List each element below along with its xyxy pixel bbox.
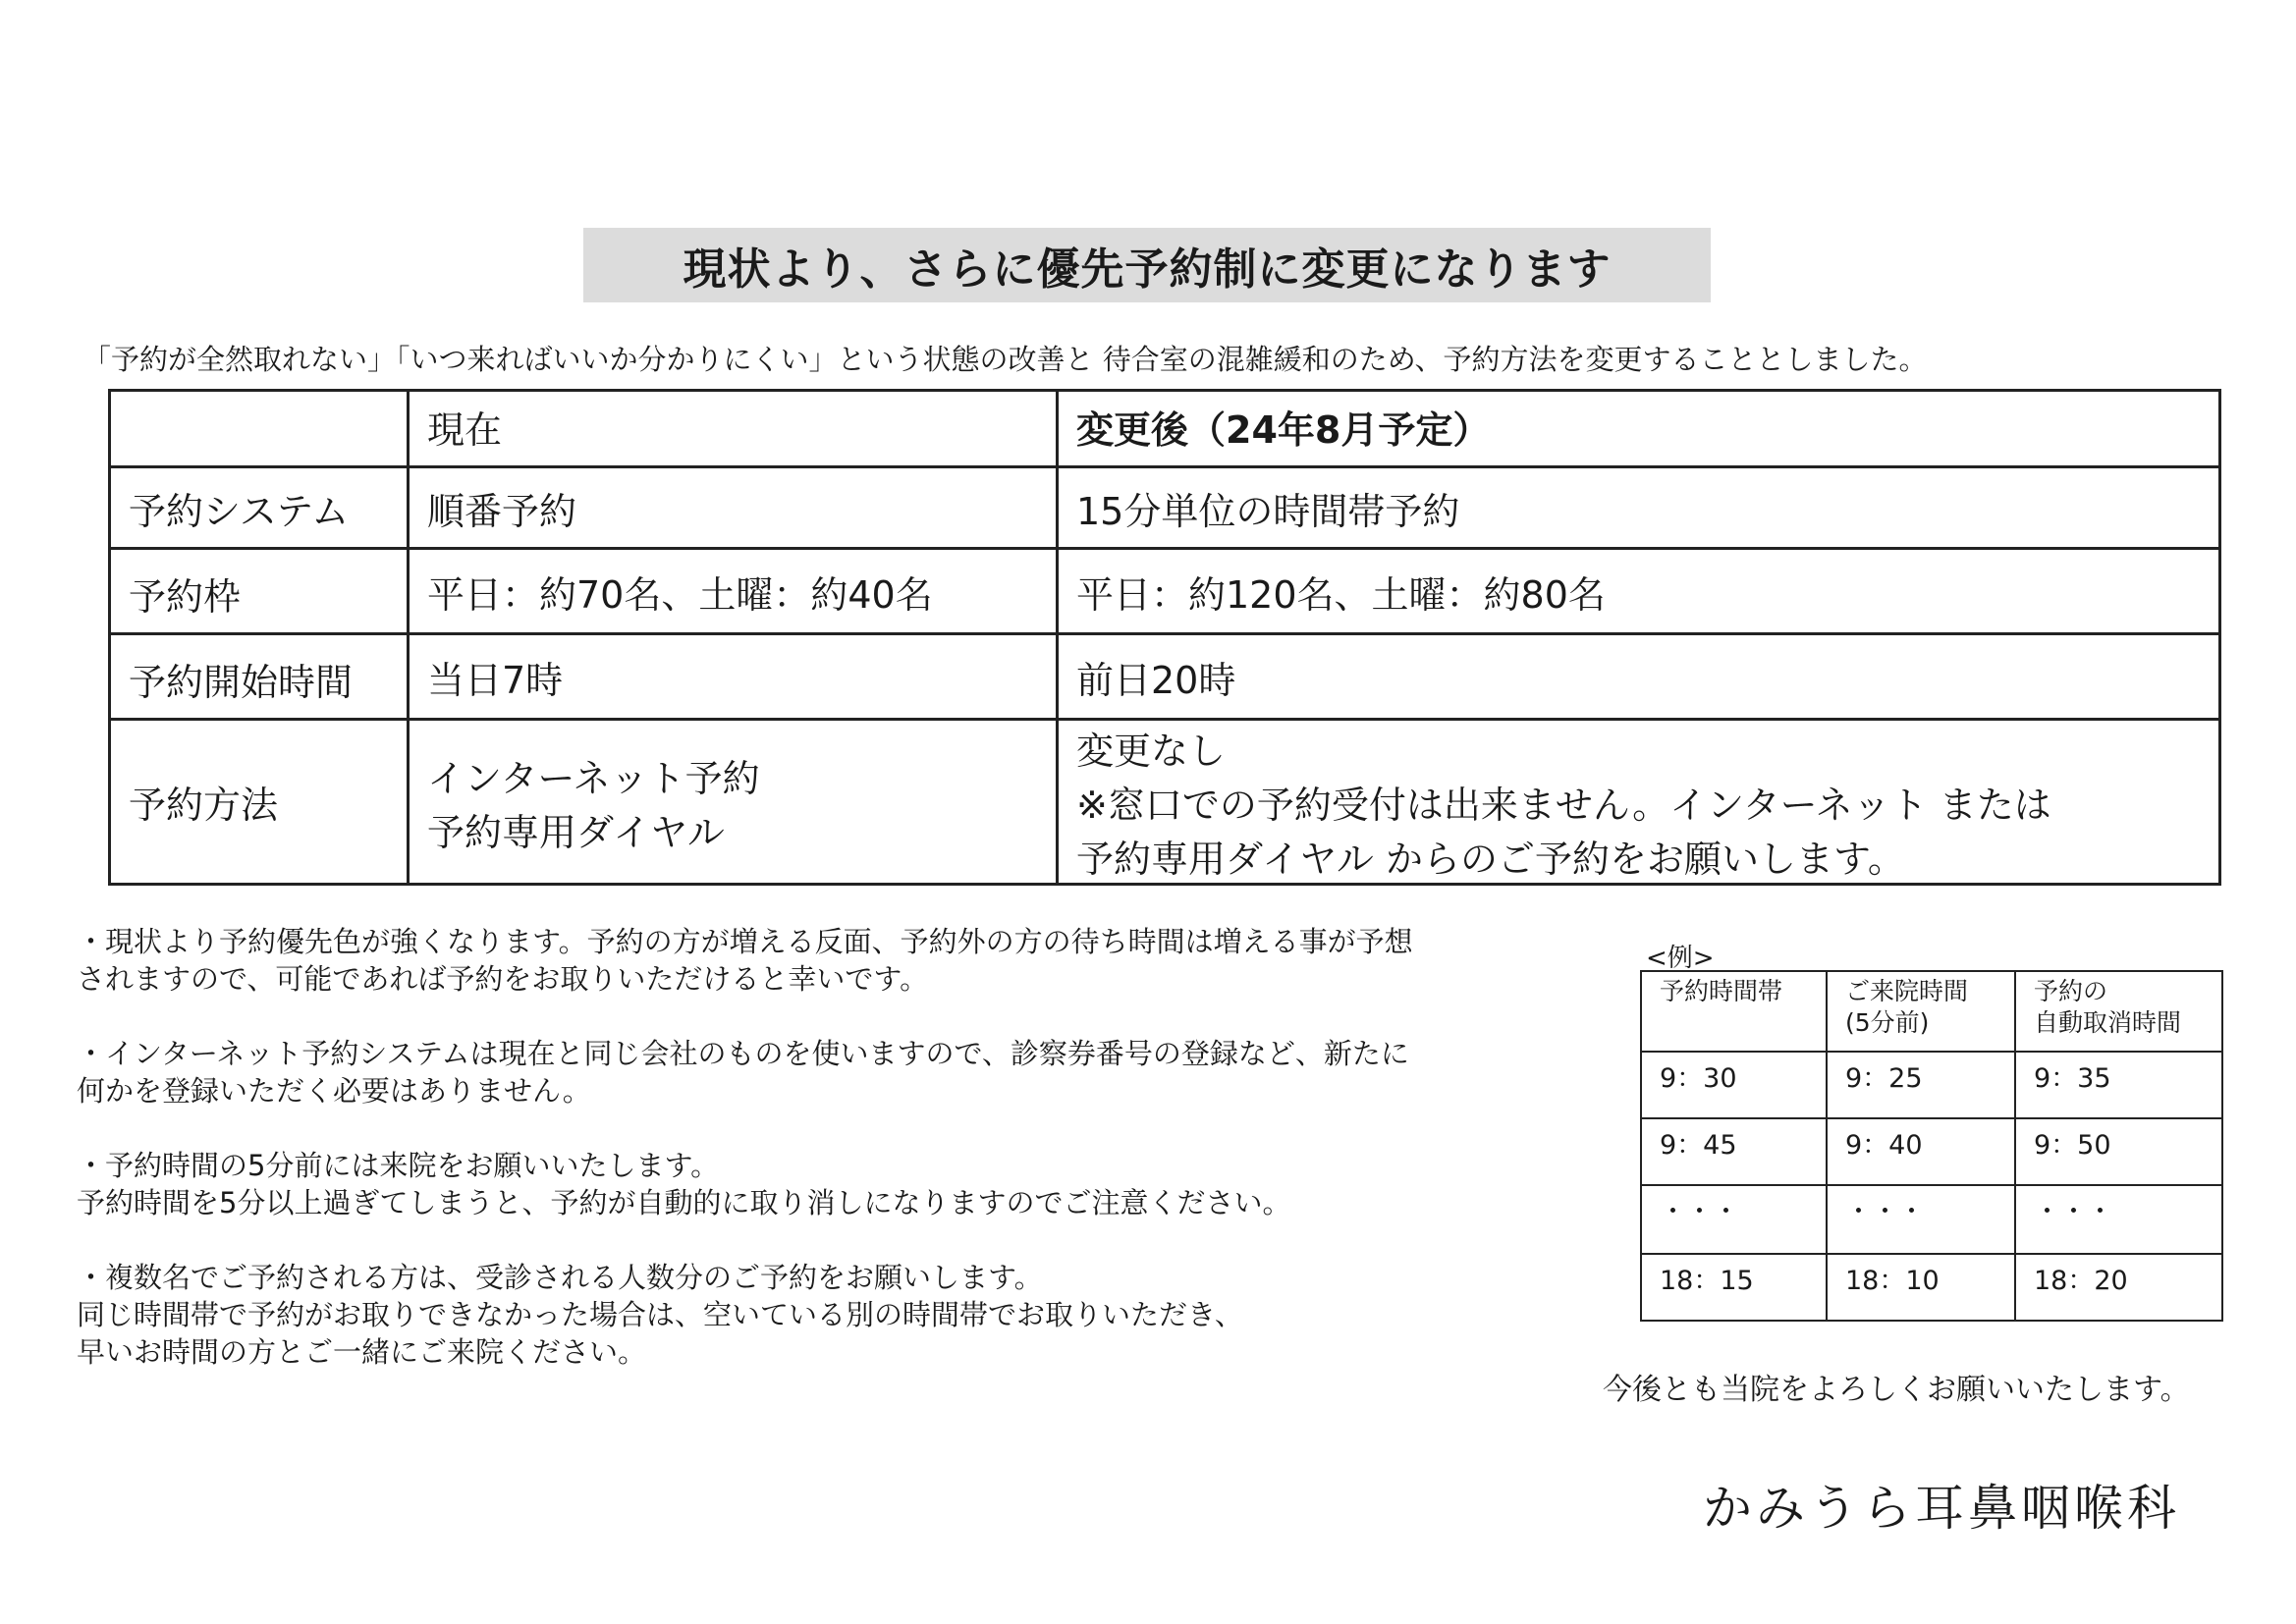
example-label: <例> (1646, 944, 1715, 973)
header-line: 予約時間帯 (1660, 977, 1783, 1005)
example-row (1641, 1118, 2222, 1185)
note-line: ・複数名でご予約される方は、受診される人数分のご予約をお願いします。 (77, 1261, 1043, 1294)
method-line: インターネット予約 (427, 756, 760, 800)
example-cell: 9：30 (1641, 1052, 1827, 1118)
note-item (77, 923, 1638, 998)
example-header-row (1641, 971, 2222, 1052)
example-cell: 18：20 (2015, 1254, 2222, 1321)
note-item (77, 1259, 1638, 1371)
intro-text: 「予約が全然取れない」「いつ来ればいいか分かりにくい」という状態の改善と 待合室の混雑緩和のため、予約方法を変更することとしました。 (82, 343, 1928, 376)
note-line: 早いお時間の方とご一緒にご来院ください。 (77, 1335, 647, 1369)
header-cell-current: 現在 (409, 391, 1058, 467)
table-row (110, 720, 2220, 885)
notes-section (77, 923, 1638, 1408)
note-line: ・インターネット予約システムは現在と同じ会社のものを使いますので、診察券番号の登録など、新たに (77, 1037, 1409, 1070)
after-cell: 15分単位の時間帯予約 (1058, 467, 2220, 549)
note-line: 予約時間を5分以上過ぎてしまうと、予約が自動的に取り消しになりますのでご注意ください。 (77, 1186, 1291, 1219)
header-line: (5分前) (1845, 1008, 1930, 1037)
comparison-table (108, 389, 2221, 886)
example-cell: ・・・ (1827, 1185, 2015, 1254)
example-row (1641, 1185, 2222, 1254)
example-cell: 9：40 (1827, 1118, 2015, 1185)
clinic-name: かみうら耳鼻咽喉科 (1703, 1480, 2180, 1537)
note-line: 何かを登録いただく必要はありません。 (77, 1074, 591, 1108)
row-label: 予約方法 (110, 720, 409, 885)
page-title: 現状より、さらに優先予約制に変更になります (683, 244, 1612, 295)
example-cell: ・・・ (1641, 1185, 1827, 1254)
method-line: 予約専用ダイヤル (427, 810, 725, 854)
current-cell (409, 720, 1058, 885)
header-line: 予約の (2034, 977, 2108, 1005)
example-cell: 9：45 (1641, 1118, 1827, 1185)
method-line: ※窓口での予約受付は出来ません。インターネット または (1076, 784, 2051, 827)
note-line: ・予約時間の5分前には来院をお願いいたします。 (77, 1149, 720, 1182)
current-cell: 平日：約70名、土曜：約40名 (409, 549, 1058, 634)
after-cell (1058, 720, 2220, 885)
example-cell: 9：50 (2015, 1118, 2222, 1185)
note-item (77, 1147, 1638, 1221)
example-table (1640, 970, 2223, 1322)
after-cell: 前日20時 (1058, 634, 2220, 720)
example-header-cell (1827, 971, 2015, 1052)
header-cell-after: 変更後（24年8月予定） (1058, 391, 2220, 467)
row-label: 予約枠 (110, 549, 409, 634)
header-cell-empty (110, 391, 409, 467)
method-line: 予約専用ダイヤル からのご予約をお願いします。 (1076, 838, 1905, 881)
example-cell: 9：25 (1827, 1052, 2015, 1118)
example-row (1641, 1052, 2222, 1118)
note-line: ・現状より予約優先色が強くなります。予約の方が増える反面、予約外の方の待ち時間は増える事が予想 (77, 925, 1413, 958)
row-label: 予約システム (110, 467, 409, 549)
table-header-row (110, 391, 2220, 467)
note-line: されますので、可能であれば予約をお取りいただけると幸いです。 (77, 962, 929, 996)
table-row (110, 467, 2220, 549)
note-item (77, 1035, 1638, 1110)
header-line: 自動取消時間 (2034, 1008, 2182, 1037)
row-label: 予約開始時間 (110, 634, 409, 720)
table-row (110, 549, 2220, 634)
example-cell: ・・・ (2015, 1185, 2222, 1254)
current-cell: 順番予約 (409, 467, 1058, 549)
header-line: ご来院時間 (1845, 977, 1969, 1005)
method-line: 変更なし (1076, 730, 1227, 773)
example-row (1641, 1254, 2222, 1321)
current-cell: 当日7時 (409, 634, 1058, 720)
example-header-cell (1641, 971, 1827, 1052)
closing-text: 今後とも当院をよろしくお願いいたします。 (1603, 1373, 2190, 1407)
example-cell: 18：10 (1827, 1254, 2015, 1321)
example-cell: 9：35 (2015, 1052, 2222, 1118)
table-row (110, 634, 2220, 720)
title-banner (583, 228, 1711, 302)
example-header-cell (2015, 971, 2222, 1052)
after-cell: 平日：約120名、土曜：約80名 (1058, 549, 2220, 634)
example-cell: 18：15 (1641, 1254, 1827, 1321)
note-line: 同じ時間帯で予約がお取りできなかった場合は、空いている別の時間帯でお取りいただき、 (77, 1298, 1243, 1331)
